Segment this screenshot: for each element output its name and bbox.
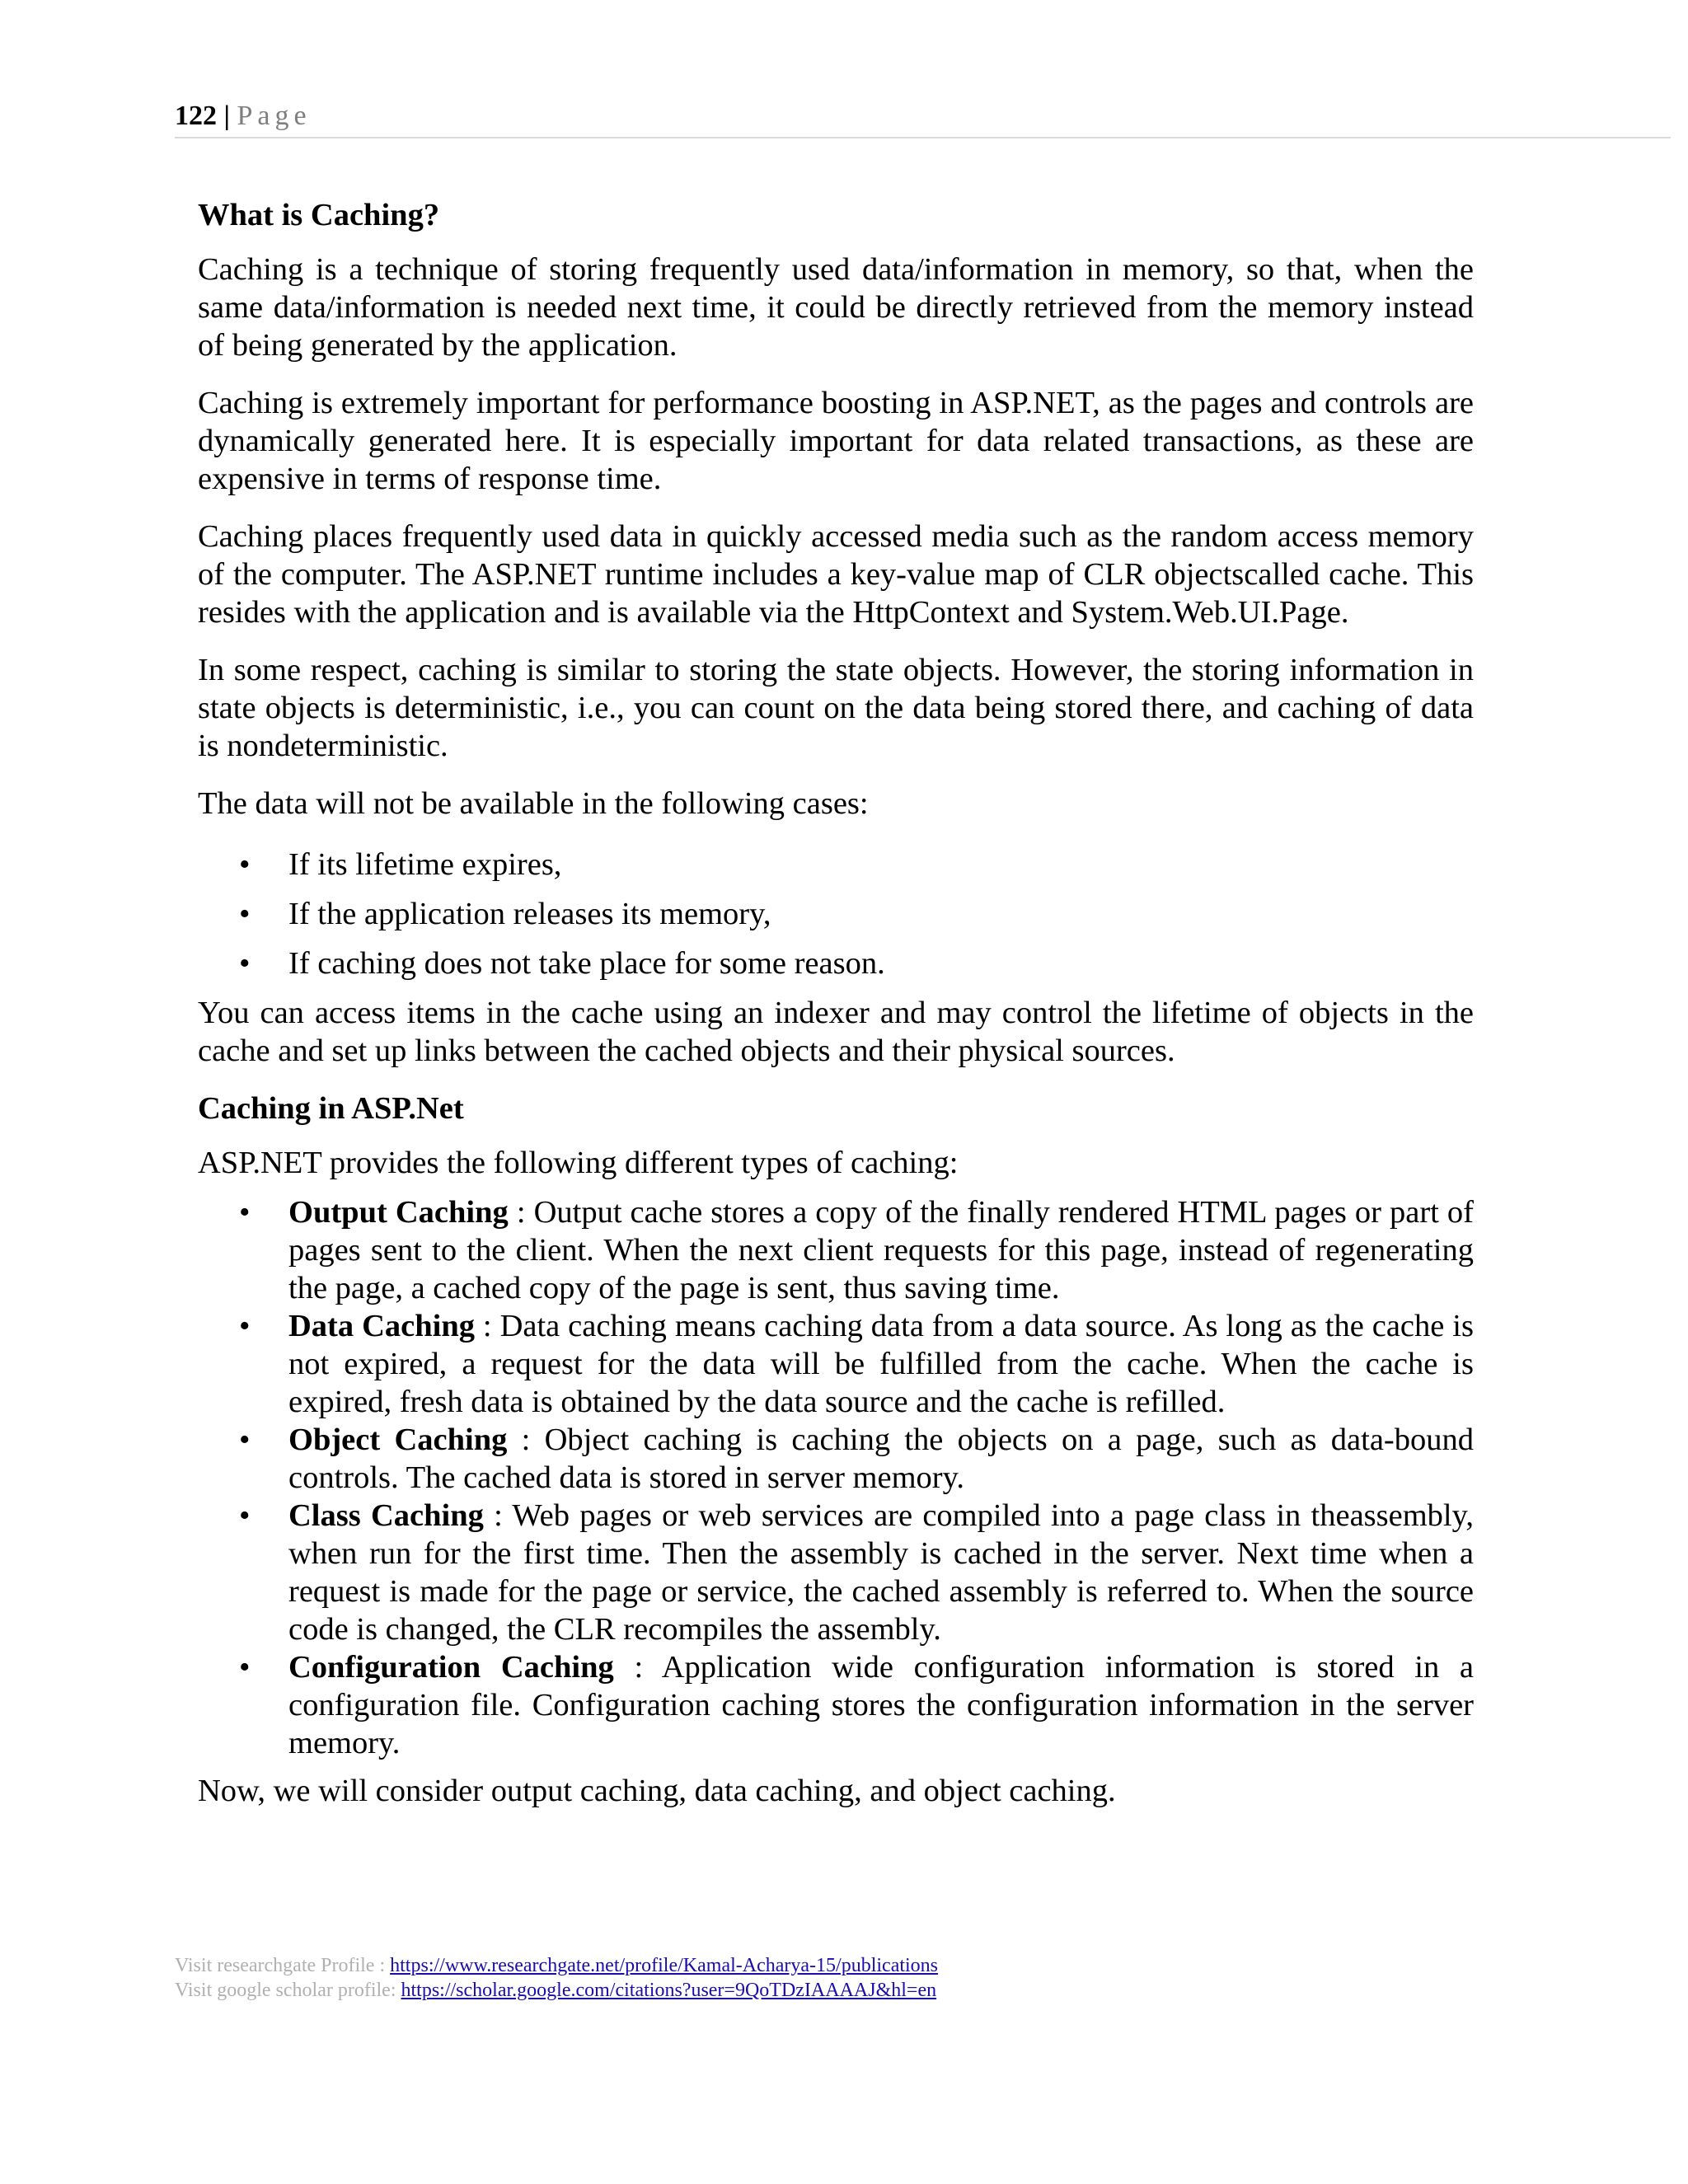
bullet-icon: •	[239, 897, 251, 931]
paragraph-unavailable-cases: The data will not be available in the following cases:	[198, 786, 869, 821]
paragraph-state-objects: In some respect, caching is similar to storing the state objects. However, the storing information in state objects is deterministic, i.e., you can count on the data being stored there, and caching of data is nondeterministic.	[198, 653, 1474, 763]
paragraph-importance: Caching is extremely important for performance boosting in ASP.NET, as the pages and controls are dynamically generated here. It is especially important for data related transactions, as these are expensive in terms of response time.	[198, 386, 1474, 496]
paragraph-next-topics: Now, we will consider output caching, data caching, and object caching.	[198, 1774, 1116, 1808]
list-item-object-caching: • Object Caching : Object caching is caching the objects on a page, such as data-bound controls. The cached data is stored in server memory.	[239, 1422, 1475, 1495]
footer-scholar	[175, 1978, 938, 2003]
bullet-icon: •	[239, 1498, 251, 1533]
paragraph-cache-location: Caching places frequently used data in quickly accessed media such as the random access memory of the computer. The ASP.NET runtime includes a key-value map of CLR objectscalled cache. This resides with the application and is available via the HttpContext and System.Web.UI.Page.	[198, 519, 1474, 630]
bullet-icon: •	[239, 847, 251, 882]
unavailable-cases-list	[198, 846, 1474, 982]
footer-researchgate	[175, 1953, 938, 1978]
bullet-icon: •	[239, 1309, 251, 1343]
list-item-output-caching: • Output Caching : Output cache stores a copy of the finally rendered HTML pages or part of pages sent to the client. When the next client requests for this page, instead of regenerating the page, a cached copy of the page is sent, thus saving time.	[239, 1195, 1474, 1305]
bullet-icon: •	[239, 946, 251, 981]
list-item-class-caching: • Class Caching : Web pages or web services are compiled into a page class in theassembly, when run for the first time. Then the assembly is cached in the server. Next time when a request is made for the page or service, the cached assembly is referred to. When the source code is changed, the CLR recompiles the assembly.	[239, 1498, 1474, 1647]
scholar-link[interactable]: https://scholar.google.com/citations?user=9QoTDzIAAAAJ&hl=en	[401, 1980, 937, 2001]
page-separator: |	[223, 101, 230, 131]
list-item: • If its lifetime expires,	[239, 847, 562, 882]
list-item: • If the application releases its memory,	[239, 897, 771, 931]
page-label: Page	[237, 101, 312, 131]
list-item: • If caching does not take place for some reason.	[239, 946, 885, 981]
scholar-label: Visit google scholar profile:	[175, 1980, 401, 2001]
bullet-icon: •	[239, 1195, 251, 1230]
bullet-icon: •	[239, 1422, 251, 1457]
heading-caching-in-aspnet: Caching in ASP.Net	[198, 1091, 464, 1126]
page-header	[175, 99, 1671, 138]
page-footer	[175, 1953, 938, 2003]
list-item-data-caching: • Data Caching : Data caching means caching data from a data source. As long as the cache is not expired, a request for the data will be fulfilled from the cache. When the cache is expired, fresh data is obtained by the data source and the cache is refilled.	[239, 1309, 1474, 1419]
list-item-configuration-caching: • Configuration Caching : Application wide configuration information is stored in a configuration file. Configuration caching stores the configuration information in the server memory.	[239, 1650, 1475, 1760]
page-number: 122	[175, 101, 217, 131]
bullet-icon: •	[239, 1650, 251, 1685]
page-content	[198, 196, 1474, 1830]
researchgate-label: Visit researchgate Profile :	[175, 1955, 391, 1976]
paragraph-types-intro: ASP.NET provides the following different types of caching:	[198, 1146, 959, 1180]
heading-what-is-caching: What is Caching?	[198, 198, 440, 232]
researchgate-link[interactable]: https://www.researchgate.net/profile/Kamal-Acharya-15/publications	[390, 1955, 939, 1976]
paragraph-cache-access: You can access items in the cache using an indexer and may control the lifetime of objects in the cache and set up links between the cached objects and their physical sources.	[198, 996, 1474, 1068]
caching-types-list	[198, 1193, 1474, 1762]
paragraph-definition: Caching is a technique of storing frequently used data/information in memory, so that, when the same data/information is needed next time, it could be directly retrieved from the memory instead of being generated by the application.	[198, 252, 1474, 363]
